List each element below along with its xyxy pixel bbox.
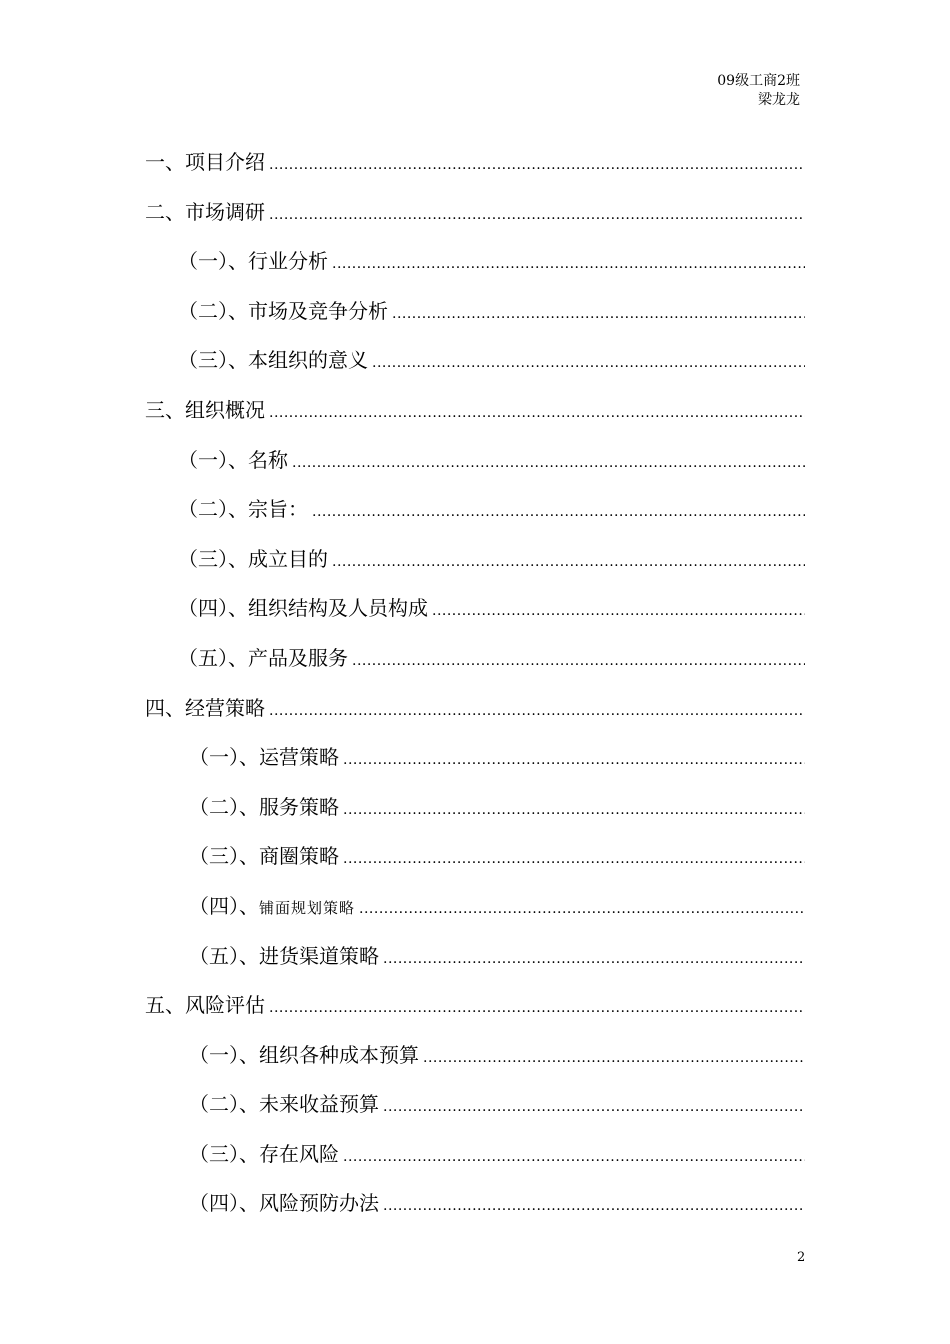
toc-entry [145, 444, 805, 494]
toc-leader-dots [392, 306, 805, 322]
header-class: 09级工商2班 [717, 73, 800, 89]
toc-leader-dots [332, 256, 805, 272]
toc-leader-dots [423, 1050, 805, 1066]
toc-entry [145, 592, 805, 642]
toc-entry [145, 890, 805, 940]
toc-leader-dots [269, 405, 805, 421]
toc-entry-title: 四、经营策略 [145, 695, 265, 720]
toc-entry-title: （一）、运营策略 [189, 745, 339, 770]
toc-entry-title: （三）、商圈策略 [189, 844, 339, 869]
toc-leader-dots [432, 603, 805, 619]
table-of-contents [145, 146, 805, 1237]
toc-entry-title: （三）、存在风险 [189, 1141, 339, 1166]
toc-leader-dots [372, 355, 805, 371]
toc-entry-title: （三）、成立目的 [178, 546, 328, 571]
toc-leader-dots [269, 207, 805, 223]
toc-entry [145, 642, 805, 692]
toc-leader-dots [312, 504, 805, 520]
toc-entry [145, 1138, 805, 1188]
toc-entry [145, 344, 805, 394]
toc-entry-title: 一、项目介绍 [145, 150, 265, 174]
page-header [717, 72, 800, 110]
toc-entry [145, 940, 805, 990]
toc-entry-title: （一）、行业分析 [178, 249, 328, 274]
toc-entry-title: （一）、名称 [178, 447, 288, 472]
toc-entry [145, 543, 805, 593]
toc-leader-dots [383, 951, 805, 967]
toc-entry [145, 692, 805, 742]
toc-entry-title: （五）、进货渠道策略 [189, 943, 379, 968]
toc-entry-title: （二）、宗旨： [178, 497, 308, 522]
toc-leader-dots [332, 554, 805, 570]
toc-entry-title: 五、风险评估 [145, 993, 265, 1018]
toc-leader-dots [343, 802, 805, 818]
toc-entry [145, 1039, 805, 1089]
toc-entry-title: （二）、未来收益预算 [189, 1092, 379, 1117]
toc-leader-dots [269, 157, 805, 173]
toc-entry-title: （二）、市场及竞争分析 [178, 298, 388, 323]
toc-entry [145, 1088, 805, 1138]
toc-entry [145, 295, 805, 345]
toc-entry-title: （三）、本组织的意义 [178, 348, 368, 373]
toc-entry [145, 245, 805, 295]
toc-leader-dots [352, 653, 805, 669]
toc-entry-title: 二、市场调研 [145, 199, 265, 224]
toc-entry-title: （一）、组织各种成本预算 [189, 1042, 419, 1067]
toc-entry [145, 1187, 805, 1237]
toc-leader-dots [343, 752, 805, 768]
header-author: 梁龙龙 [758, 92, 800, 108]
toc-entry-title: （四）、风险预防办法 [189, 1191, 379, 1216]
toc-entry-title: （四）、组织结构及人员构成 [178, 596, 428, 621]
toc-entry-title: （二）、服务策略 [189, 794, 339, 819]
toc-entry [145, 791, 805, 841]
toc-leader-dots [343, 851, 805, 867]
toc-leader-dots [269, 703, 805, 719]
toc-entry [145, 196, 805, 246]
toc-entry [145, 989, 805, 1039]
toc-entry [145, 741, 805, 791]
toc-entry-title: （五）、产品及服务 [178, 645, 348, 670]
toc-entry [145, 394, 805, 444]
toc-entry [145, 840, 805, 890]
toc-entry-title: 三、组织概况 [145, 397, 265, 422]
toc-entry [145, 146, 805, 196]
toc-leader-dots [292, 455, 805, 471]
toc-leader-dots [383, 1099, 805, 1115]
toc-leader-dots [383, 1198, 805, 1214]
toc-leader-dots [359, 901, 805, 917]
toc-entry-title: （四）、 [189, 893, 259, 918]
page-number: 2 [797, 1250, 806, 1265]
toc-entry [145, 493, 805, 543]
toc-entry-title-small: 铺面规划策略 [259, 898, 356, 917]
toc-leader-dots [343, 1149, 805, 1165]
toc-leader-dots [269, 1000, 805, 1016]
